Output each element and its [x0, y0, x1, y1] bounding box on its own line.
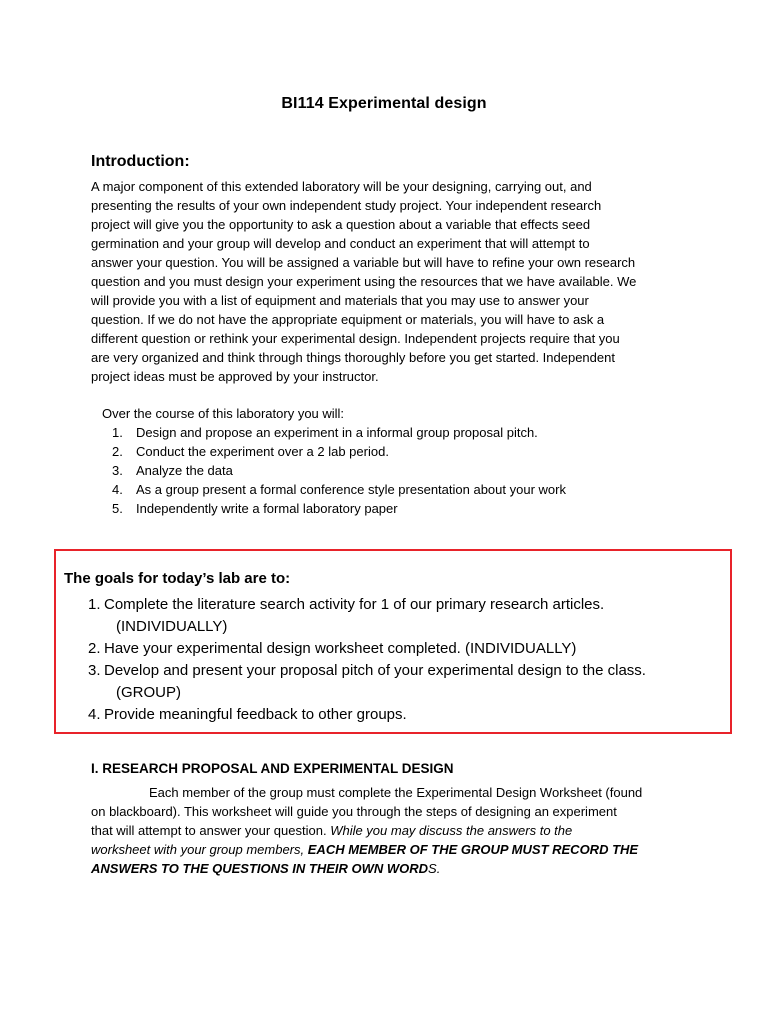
- course-lead-text: Over the course of this laboratory you will:: [102, 406, 345, 421]
- goals-list-item: [88, 704, 646, 726]
- list-item-text: Complete the literature search activity for 1 of our primary research articles.: [104, 596, 605, 613]
- list-item-text: Provide meaningful feedback to other groups.: [104, 706, 407, 723]
- introduction-line: question and you must design your experiment using the resources that we have available. We: [91, 274, 637, 289]
- section-text-emphasis: ANSWERS TO THE QUESTIONS IN THEIR OWN WORD: [91, 861, 429, 876]
- list-number: 4.: [88, 706, 101, 723]
- goals-list-item: [88, 660, 646, 704]
- section-line: [91, 821, 691, 840]
- introduction-line: presenting the results of your own independent study project. Your independent research: [91, 198, 602, 213]
- introduction-line: answer your question. You will be assigned a variable but will have to refine your own research: [91, 255, 636, 270]
- section-text-emphasis: EACH MEMBER OF THE GROUP MUST RECORD THE: [307, 842, 639, 857]
- list-item-text: Conduct the experiment over a 2 lab period.: [136, 444, 389, 459]
- course-list-item: [112, 423, 566, 442]
- introduction-paragraph: [91, 177, 691, 386]
- section-line: Each member of the group must complete the Experimental Design Worksheet (found: [149, 785, 643, 800]
- section-line: [91, 840, 691, 859]
- list-number: 5.: [112, 501, 123, 516]
- introduction-heading: Introduction:: [91, 153, 190, 170]
- list-number: 2.: [112, 444, 123, 459]
- course-list: [112, 423, 566, 518]
- section-text-italic: S.: [428, 861, 441, 876]
- goals-list-item: [88, 638, 646, 660]
- course-list-item: [112, 480, 566, 499]
- section-text-italic: worksheet with your group members,: [91, 842, 308, 857]
- section-text-normal: that will attempt to answer your question.: [91, 823, 331, 838]
- goals-list: [88, 594, 646, 726]
- list-number: 4.: [112, 482, 123, 497]
- section-text-italic: While you may discuss the answers to the: [330, 823, 573, 838]
- introduction-line: project will give you the opportunity to ask a question about a variable that effects seed: [91, 217, 591, 232]
- list-number: 3.: [112, 463, 123, 478]
- section-paragraph: [91, 783, 691, 878]
- course-list-item: [112, 461, 566, 480]
- list-item-continuation: (GROUP): [116, 684, 181, 701]
- introduction-line: question. If we do not have the appropriate equipment or materials, you will have to ask a: [91, 312, 605, 327]
- course-list-item: [112, 442, 566, 461]
- list-number: 1.: [88, 596, 101, 613]
- list-item-text: Develop and present your proposal pitch of your experimental design to the class.: [104, 662, 646, 679]
- goals-heading: The goals for today’s lab are to:: [64, 570, 291, 587]
- introduction-line: different question or rethink your experimental design. Independent projects require that you: [91, 331, 620, 346]
- list-number: 1.: [112, 425, 123, 440]
- course-list-item: [112, 499, 566, 518]
- list-item-text: Independently write a formal laboratory paper: [136, 501, 398, 516]
- introduction-line: germination and your group will develop and conduct an experiment that will attempt to: [91, 236, 590, 251]
- goals-list-item: [88, 594, 646, 638]
- introduction-line: are very organized and think through things thoroughly before you get started. Independent: [91, 350, 615, 365]
- list-item-continuation: (INDIVIDUALLY): [116, 618, 228, 635]
- introduction-line: will provide you with a list of equipment and materials that you may use to answer your: [91, 293, 589, 308]
- list-item-text: Have your experimental design worksheet completed. (INDIVIDUALLY): [104, 640, 577, 657]
- list-item-text: As a group present a formal conference style presentation about your work: [136, 482, 566, 497]
- section-heading: I. RESEARCH PROPOSAL AND EXPERIMENTAL DESIGN: [91, 761, 454, 776]
- list-item-text: Analyze the data: [136, 463, 233, 478]
- section-line: on blackboard). This worksheet will guide you through the steps of designing an experiment: [91, 804, 617, 819]
- list-number: 3.: [88, 662, 101, 679]
- list-item-text: Design and propose an experiment in a informal group proposal pitch.: [136, 425, 538, 440]
- document-title: BI114 Experimental design: [281, 95, 487, 112]
- section-line: [91, 859, 691, 878]
- list-number: 2.: [88, 640, 101, 657]
- introduction-line: project ideas must be approved by your instructor.: [91, 369, 379, 384]
- introduction-line: A major component of this extended laboratory will be your designing, carrying out, and: [91, 179, 592, 194]
